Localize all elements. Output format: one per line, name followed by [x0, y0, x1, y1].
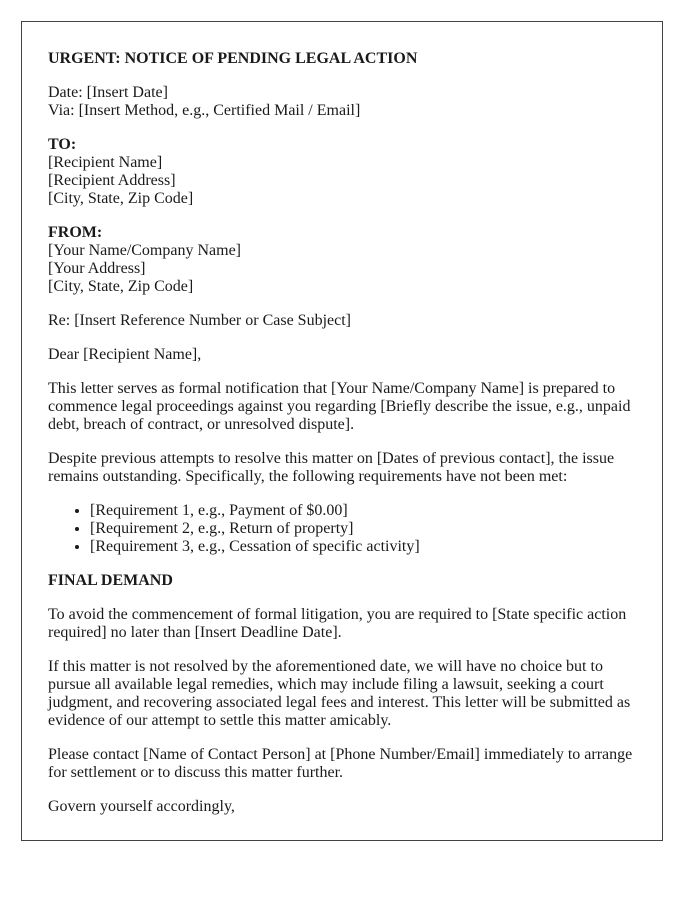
- closing-line: Govern yourself accordingly,: [48, 798, 235, 815]
- final-demand-heading: FINAL DEMAND: [48, 572, 173, 589]
- salutation: Dear [Recipient Name],: [48, 346, 202, 363]
- paragraph-if-not-resolved: If this matter is not resolved by the aforementioned date, we will have no choice but to pursue all available legal remedies, which may include filing a lawsuit, seeking a court judgment, and recovering associated legal fees and interest. This letter will be submitted as evidence of our attempt to settle this matter amicably.: [48, 658, 631, 729]
- recipient-city-line: [City, State, Zip Code]: [48, 190, 194, 207]
- letter-preview-viewport: [21, 21, 663, 815]
- recipient-block: [48, 136, 636, 208]
- requirements-list: [48, 502, 636, 556]
- paragraph-notification: This letter serves as formal notification that [Your Name/Company Name] is prepared to commence legal proceedings against you regarding [Briefly describe the issue, e.g., unpaid debt, breach of contract, or unresolved dispute].: [48, 380, 631, 433]
- requirement-item: • [Requirement 1, e.g., Payment of $0.00]: [90, 502, 636, 520]
- via-line: Via: [Insert Method, e.g., Certified Mail / Email]: [48, 102, 361, 119]
- from-heading: FROM:: [48, 224, 103, 241]
- paragraph-despite: Despite previous attempts to resolve this matter on [Dates of previous contact], the issue remains outstanding. Specifically, the following requirements have not been met:: [48, 450, 615, 485]
- sender-name-line: [Your Name/Company Name]: [48, 242, 242, 259]
- requirement-item: • [Requirement 2, e.g., Return of property]: [90, 520, 636, 538]
- paragraph-contact: Please contact [Name of Contact Person] at [Phone Number/Email] immediately to arrange for settlement or to discuss this matter further.: [48, 746, 633, 781]
- letter-title: URGENT: NOTICE OF PENDING LEGAL ACTION: [48, 50, 418, 67]
- to-heading: TO:: [48, 136, 77, 153]
- sender-block: [48, 224, 636, 296]
- legal-notice-letter: [21, 21, 663, 841]
- recipient-address-line: [Recipient Address]: [48, 172, 176, 189]
- date-via-block: [48, 84, 636, 120]
- date-line: Date: [Insert Date]: [48, 84, 168, 101]
- paragraph-to-avoid: To avoid the commencement of formal litigation, you are required to [State specific action required] no later than [Insert Deadline Date].: [48, 606, 627, 641]
- re-line: Re: [Insert Reference Number or Case Subject]: [48, 312, 351, 329]
- requirement-item: • [Requirement 3, e.g., Cessation of specific activity]: [90, 538, 636, 556]
- recipient-name-line: [Recipient Name]: [48, 154, 163, 171]
- sender-address-line: [Your Address]: [48, 260, 146, 277]
- sender-city-line: [City, State, Zip Code]: [48, 278, 194, 295]
